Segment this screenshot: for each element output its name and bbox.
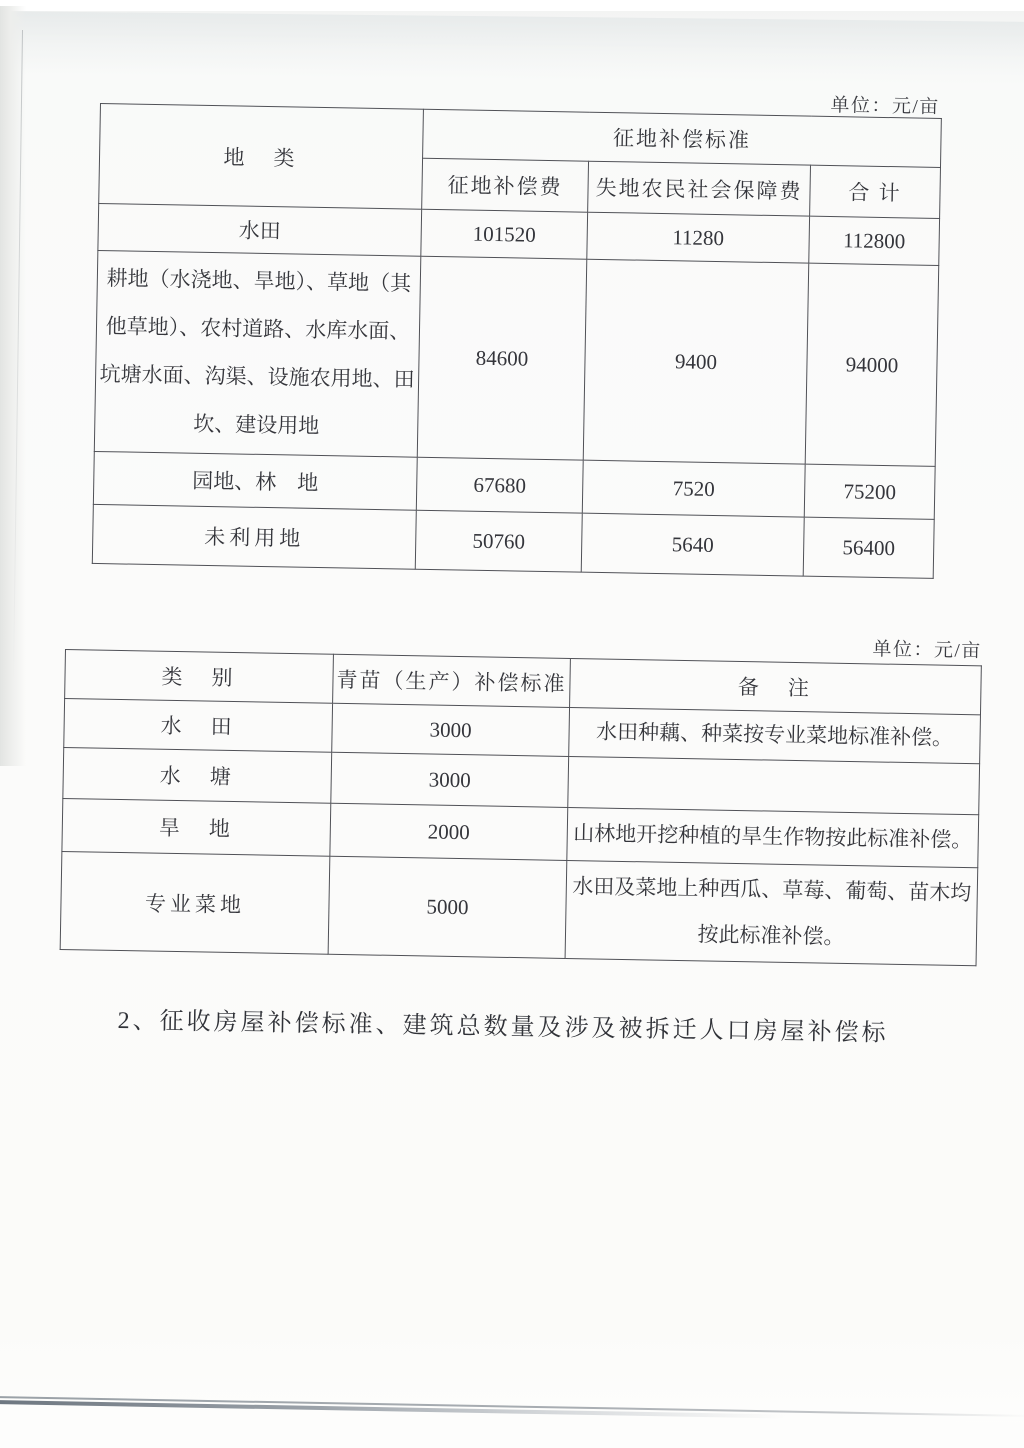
unit-note-table1: 单位：元/亩 — [830, 95, 940, 118]
table-row — [94, 250, 938, 466]
cell-comp-fee: 67680 — [416, 457, 583, 513]
cell-social-fee: 5640 — [581, 513, 804, 576]
cell-comp-fee: 50760 — [415, 510, 582, 572]
table-row — [60, 851, 978, 965]
cell-comp-fee: 101520 — [421, 209, 588, 259]
cell-land-type: 园地、林 地 — [93, 451, 417, 510]
land-compensation-table — [92, 103, 942, 579]
scan-top-shade — [0, 11, 1024, 86]
cell-total: 94000 — [805, 263, 939, 466]
cell-social-fee: 11280 — [587, 212, 810, 263]
cell-total: 56400 — [803, 517, 934, 578]
header-total: 合 计 — [810, 165, 941, 218]
cell-comp-fee: 84600 — [417, 256, 587, 460]
header-social-security-fee: 失地农民社会保障费 — [588, 161, 811, 216]
section-heading: 2、征收房屋补偿标准、建筑总数量及涉及被拆迁人口房屋补偿标 — [117, 1007, 889, 1047]
cell-social-fee: 9400 — [583, 259, 809, 464]
cell-land-type: 耕地（水浇地、旱地）、草地（其 他草地）、农村道路、水库水面、 坑塘水面、沟渠、设施农用地、田 坎、建设用地 — [94, 250, 421, 457]
cell-total: 112800 — [809, 216, 940, 265]
cell-category: 旱 地 — [62, 798, 331, 856]
cell-total: 75200 — [804, 464, 935, 519]
cell-land-type: 未利用地 — [92, 504, 416, 569]
cell-remark: 山林地开挖种植的旱生作物按此标准补偿。 — [567, 807, 979, 867]
header-land-type: 地 类 — [99, 104, 424, 210]
cell-category: 水 塘 — [63, 747, 332, 803]
cell-remark — [568, 756, 980, 814]
cell-land-type: 水田 — [98, 203, 422, 256]
header-comp-fee: 征地补偿费 — [422, 158, 589, 212]
cell-category: 专业菜地 — [60, 851, 330, 954]
cell-remark: 水田种藕、种菜按专业菜地标准补偿。 — [569, 707, 981, 763]
cell-standard: 3000 — [331, 752, 569, 807]
unit-note-table2: 单位：元/亩 — [872, 639, 982, 662]
cell-standard: 2000 — [330, 803, 568, 860]
cell-standard: 5000 — [328, 856, 567, 958]
cell-standard: 3000 — [332, 703, 570, 756]
scan-top-strip — [0, 0, 1024, 11]
header-remark: 备 注 — [570, 658, 982, 714]
header-category: 类 别 — [65, 650, 334, 704]
header-compensation-group: 征地补偿标准 — [423, 109, 942, 167]
cell-social-fee: 7520 — [582, 460, 805, 517]
cell-remark: 水田及菜地上种西瓜、草莓、葡萄、苗木均 按此标准补偿。 — [565, 860, 978, 965]
crop-compensation-table — [60, 649, 982, 966]
header-crop-standard: 青苗（生产）补偿标准 — [333, 654, 571, 707]
cell-category: 水 田 — [64, 699, 333, 753]
